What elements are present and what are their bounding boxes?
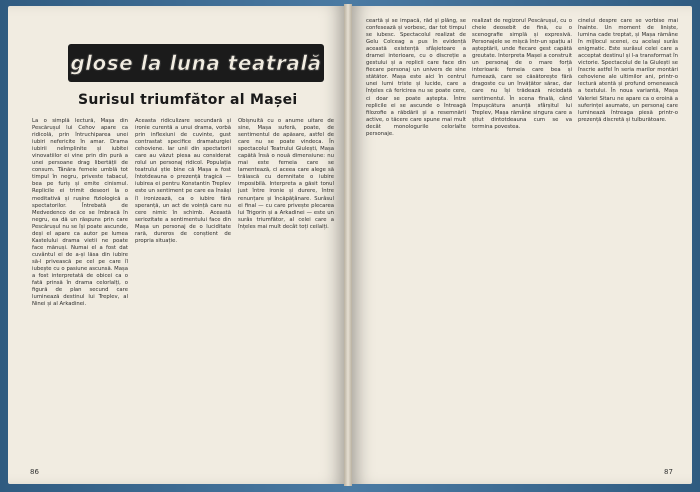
left-page-column-3: Obișnuită cu o anume uitare de sine, Mașa suferă, poate, de sentimentul de apăsare, astfel de care nu se poate vindeca. În spectacolul Teatrului Giulești, Mașa capătă însă o nouă dimensiune: nu mai este femeia care se lamentează, ci aceea care alege să trăiască cu demnitate o iubire imposibilă. Interpreta a găsit tonul just între ironie și durere, între renunțare și încăpățânare. Surâsul ei final — cu care privește plecarea lui Trigorin și a Arkadinei — este un surâs triumfător, al celei care a înțeles mai mult decât toți ceilalți. xyxy=(238,118,334,230)
left-page-number: 86 xyxy=(30,468,39,476)
left-page-column-1: La o simplă lectură, Mașa din Pescărușul lui Cehov apare ca ridicolă, prin întruchiparea unei iubiri nefericite în amar. Drama iubirii neîmplinite și iubitei vinovatiilor ei vine prin din pură a unei persoane drag libertății de consum. Tânăra femeie umblă tot timpul în negru, priveste tabacul, bea pe furiș și emite cinismul. Replicile ei trimit deseori la o meditativă și rușine fiziologică a spectatorilor. Întrebată de Medvedenco de ce se îmbracă în negru, ea dă un răspuns prin care Pescărușul nu se își poate ascunde, deși el apare ca autor pe lumea Kastelului drama vietii ne poate face mănuși. Numai el a fost dat cuvântul ei de a-și lăsa din iubire să-l privească pe cel pe care îl iubește cu o pasiune ascunsă. Mașa a fost interpretată de obicei ca o fată prinsă în drama celorlalți, o figură de plan secund care luminează destinul lui Treplev, al Ninei și al Arkadinei. xyxy=(32,118,128,308)
right-page-column-1: ceartă și se impacă, râd și plâng, se confesează și vorbesc, dar tot timpul se iubesc. Spectacolul realizat de Gelu Colceag a pus în evidență această existență sfâșietoare a dramei interioare, cu o discreție a gestului și a replicii care face din fiecare personaj un univers de sine stătător. Mașa este aici în centrul unei lumi triste și lucide, care a înțeles că fericirea nu se poate cere, ci doar se poate aștepta. Între replicile ei se ascunde o întreagă filozofie a răbdării și a resemnării active, o tăcere care spune mai mult decât monologurile celorlalte personaje. xyxy=(366,18,466,137)
right-page-column-2: realizat de regizorul Pescărușul, cu o cheie deosebit de fină, cu o scenografie simplă și expresivă. Personajele se mișcă într-un spațiu al așteptării, unde fiecare gest capătă greutate. Interpreta Mașei a construit un personaj de o mare forță interioară: femeia care bea și fumează, care se căsătorește fără dragoste cu un învățător sărac, dar care nu își trădează niciodată sentimentul. În scena finală, când împușcătura anunță sfârșitul lui Treplev, Mașa rămâne singura care a știut dintotdeauna cum se va termina povestea. xyxy=(472,18,572,130)
right-page xyxy=(352,6,692,484)
article-title: Surisul triumfător al Mașei xyxy=(78,92,298,108)
right-page-column-3: cinelui despre care se vorbise mai înainte. Un moment de liniște, lumina cade treptat, și Mașa rămâne în mijlocul scenei, cu același surâs enigmatic. Este surâsul celei care a acceptat destinul și l-a transformat în victorie. Spectacolul de la Giulești se înscrie astfel în seria marilor montări cehoviene ale ultimilor ani, printr-o lectură atentă și profund omenească a textului. În noua variantă, Mașa Valeriei Sitaru ne apare ca o eroină a suferinței asumate, un personaj care luminează întreaga piesă printr-o prezență discretă și tulburătoare. xyxy=(578,18,678,123)
book-gutter xyxy=(344,4,352,486)
right-page-number: 87 xyxy=(664,468,673,476)
left-page xyxy=(8,6,344,484)
section-banner-text: glose la luna teatrală xyxy=(70,51,322,75)
left-page-column-2: Aceasta ridiculizare secundară și ironie curentă a unui drama, vorbă prin inflexiuni de cuvinte, gust contrastat specifice dramaturgiei cehoviene. Iar unii din spectatorii care au văzut piesa au considerat rolul un personaj ridicol. Populația teatrului știe bine că Mașa a fost întotdeauna o prezență tragică — iubirea ei pentru Konstantin Treplev este un sentiment pe care ea însăși îl ironizează, ca o iubire fără speranță, un act de voință care nu cere nimic în schimb. Această seriozitate a sentimentului face din Mașa un personaj de o luciditate rară, dureros de conștient de propria situație. xyxy=(135,118,231,244)
section-banner xyxy=(68,44,324,82)
